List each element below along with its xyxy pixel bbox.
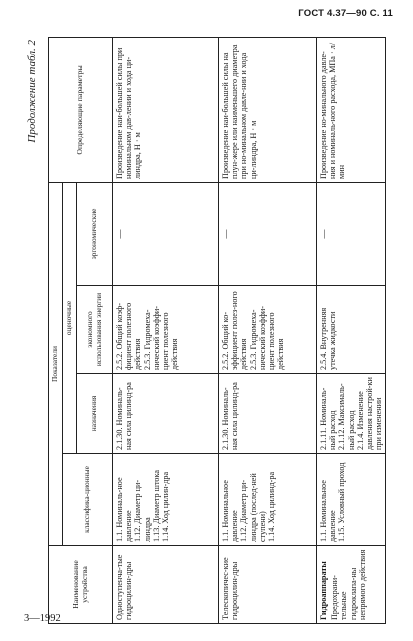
rotated-page-content — [26, 38, 388, 624]
purpose-cell: 2.1.11. Номиналь-ный расход 2.1.12. Максималь-ный расход 2.1.4. Изменение давления настрой-ки при изменении — [317, 374, 386, 454]
header-evaluative: оценочные — [63, 182, 77, 453]
standard-number: ГОСТ 4.37—90 С. 11 — [298, 8, 393, 19]
defining-cell: Произведение но-минального давле-ния и номиналь-ного расхода, МПа · л/мин — [317, 37, 386, 182]
economy-cell: 2.5.2. Общий ко-эффициент полез-ного действия 2.5.3. Гидромеха-нический коэффи-циент полезного действия — [219, 286, 317, 374]
ergonomic-cell: — — [317, 182, 386, 285]
header-purpose: назначения — [77, 374, 113, 454]
defining-cell: Произведение наи-большей силы на плун-жере или наименьшего диаметра при но-минальном давле-нии и хода ци-линдра, Н · м — [219, 37, 317, 182]
device-category: Гидроаппараты — [319, 561, 328, 620]
header-indicators: Показатели — [49, 182, 63, 545]
device-name: Предохрани-тельные гидроклапа-ны непрямого действия — [330, 549, 367, 620]
device-name: Телескопичес-кие гидроцилин-дры — [221, 557, 240, 620]
classification-cell: 1.1. Номиналь-ное давление 1.12. Диаметр ци-линдра 1.13. Диаметр штока 1.14. Ход цилин-дра — [113, 454, 219, 546]
purpose-cell: 2.1.30. Номиналь-ная сила цилинд-ра — [219, 374, 317, 454]
header-device-name: Наименование устройства — [49, 546, 113, 624]
page-footer-mark: 3—1992 — [24, 613, 61, 624]
economy-cell: 2.5.2. Общий коэф-фициент полезного действия 2.5.3. Гидромеха-нический коэффи-циент полезного действия — [113, 286, 219, 374]
parameters-table — [48, 37, 386, 624]
table-row — [113, 37, 219, 623]
device-name-cell — [113, 546, 219, 624]
defining-cell: Произведение наи-большей силы при номинальном дав-лении и хода ци-линдра, Н · м — [113, 37, 219, 182]
header-energy-economy: экономного использования энергии — [77, 286, 113, 374]
device-name-cell — [219, 546, 317, 624]
device-name-cell — [317, 546, 386, 624]
table-row — [219, 37, 317, 623]
device-name: Одноступенча-тые гидроцилин-дры — [115, 554, 134, 620]
ergonomic-cell: — — [219, 182, 317, 285]
ergonomic-cell: — — [113, 182, 219, 285]
purpose-cell: 2.1.30. Номиналь-ная сила цилинд-ра — [113, 374, 219, 454]
classification-cell: 1.1. Номинальное давление 1.12. Диаметр ци-линдра (послед-ней ступени) 1.14. Ход цилинд-ра — [219, 454, 317, 546]
header-ergonomic: эргономические — [77, 182, 113, 285]
header-classification: классифика-ционные — [63, 454, 113, 546]
economy-cell: 2.5.4. Внутренняя утечка жидкости — [317, 286, 386, 374]
classification-cell: 1.1. Номинальное давление 1.15. Условный проход — [317, 454, 386, 546]
table-row — [317, 37, 386, 623]
table-continuation-caption: Продолжение табл. 2 — [26, 40, 38, 143]
header-defining-parameters: Определяющие параметры — [49, 37, 113, 182]
